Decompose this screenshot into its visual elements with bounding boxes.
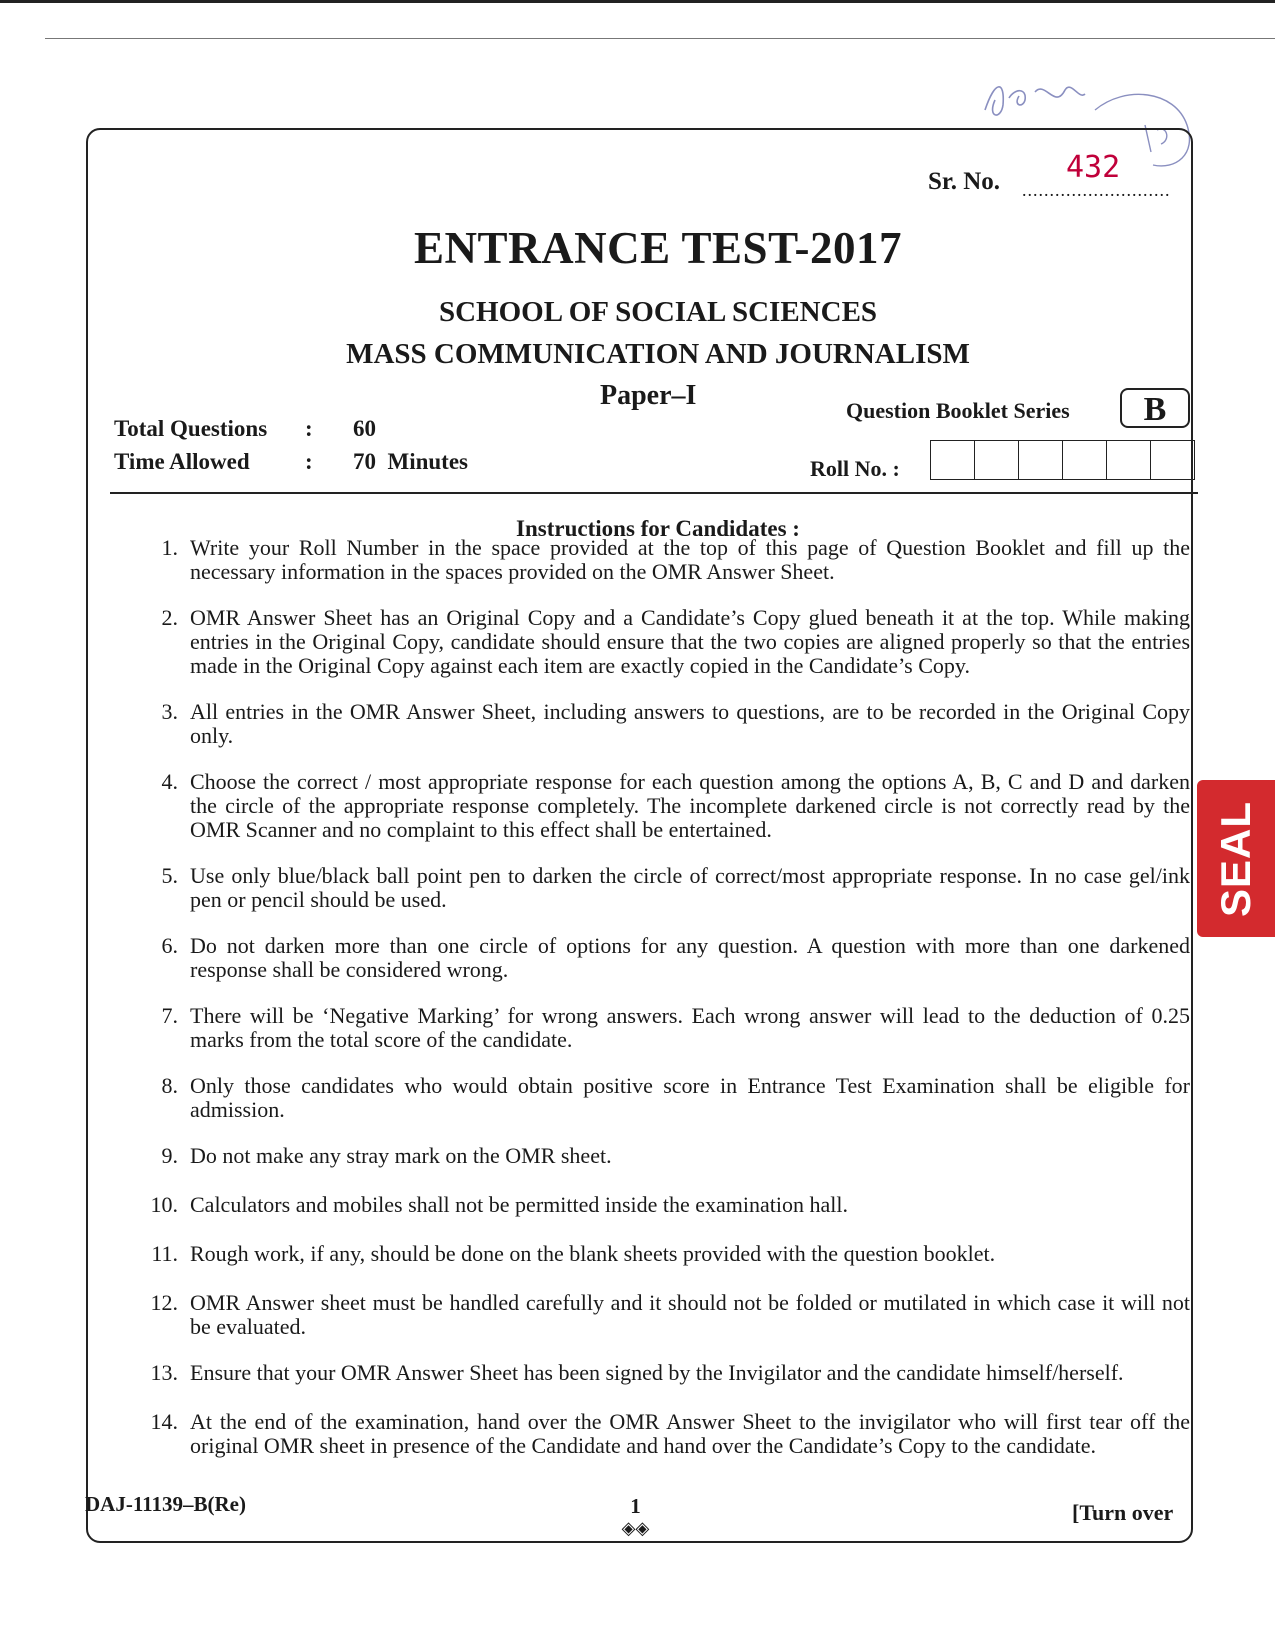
- instruction-item: [130, 536, 1190, 584]
- instruction-text: All entries in the OMR Answer Sheet, including answers to questions, are to be recorded in the Original Copy only.: [190, 699, 1190, 748]
- instruction-number: 12.: [150, 1290, 178, 1315]
- instruction-item: [130, 1361, 1190, 1385]
- instruction-number: 8.: [161, 1073, 178, 1098]
- time-allowed-value: 70 Minutes: [353, 449, 468, 474]
- instruction-text: Choose the correct / most appropriate response for each question among the options A, B, C and D and darken the circle of the appropriate response completely. The incomplete darkened circle is not correctly read by the OMR Scanner and no complaint to this effect shall be entertained.: [190, 769, 1190, 842]
- instruction-item: [130, 1144, 1190, 1168]
- seal-label: SEAL: [1212, 800, 1260, 917]
- instruction-text: Do not make any stray mark on the OMR sheet.: [190, 1143, 612, 1168]
- instruction-number: 2.: [161, 605, 178, 630]
- header-divider: [110, 492, 1198, 494]
- series-badge: B: [1120, 388, 1190, 428]
- instruction-text: At the end of the examination, hand over the OMR Answer Sheet to the invigilator who will first tear off the original OMR sheet in presence of the Candidate and hand over the Candidate’s Copy to the candidate.: [190, 1409, 1190, 1458]
- sr-no-dots: ...........................: [1022, 180, 1171, 200]
- sr-no-label: Sr. No.: [928, 168, 1001, 195]
- sr-no-value: 432: [1066, 150, 1121, 185]
- instruction-number: 4.: [161, 769, 178, 794]
- instruction-text: OMR Answer Sheet has an Original Copy and a Candidate’s Copy glued beneath it at the top. While making entries in the Original Copy, candidate should ensure that the two copies are aligned properly so that the entries made in the Original Copy against each item are exactly copied in the Candidate’s Copy.: [190, 605, 1190, 678]
- seal-tab: [1197, 780, 1275, 937]
- roll-no-box[interactable]: [1107, 441, 1151, 479]
- total-questions-colon: :: [305, 416, 313, 441]
- instruction-item: [130, 1074, 1190, 1122]
- total-questions-label: Total Questions: [114, 416, 268, 441]
- instruction-item: [130, 1291, 1190, 1339]
- booklet-code: DAJ-11139–B(Re): [85, 1492, 246, 1516]
- instruction-number: 14.: [150, 1409, 178, 1434]
- instruction-item: [130, 606, 1190, 678]
- scan-edge-line: [0, 0, 1275, 3]
- instruction-item: [130, 1242, 1190, 1266]
- instruction-number: 11.: [151, 1241, 178, 1266]
- scan-rule-line: [45, 38, 1275, 39]
- instruction-text: Rough work, if any, should be done on the blank sheets provided with the question booklet.: [190, 1241, 996, 1266]
- turn-over-label: [Turn over: [1072, 1500, 1174, 1525]
- school-name: SCHOOL OF SOCIAL SCIENCES: [438, 296, 878, 328]
- instruction-item: [130, 770, 1190, 842]
- roll-no-box[interactable]: [975, 441, 1019, 479]
- instruction-text: Calculators and mobiles shall not be permitted inside the examination hall.: [190, 1192, 849, 1217]
- instruction-text: Use only blue/black ball point pen to darken the circle of correct/most appropriate response. In no case gel/ink pen or pencil should be used.: [190, 863, 1190, 912]
- instruction-number: 9.: [161, 1143, 178, 1168]
- instruction-number: 13.: [150, 1360, 178, 1385]
- page-number: 1: [630, 1494, 641, 1518]
- instruction-item: [130, 700, 1190, 748]
- instruction-item: [130, 864, 1190, 912]
- instructions-heading: Instructions for Candidates :: [516, 516, 800, 541]
- instruction-text: Ensure that your OMR Answer Sheet has been signed by the Invigilator and the candidate himself/herself.: [190, 1360, 1124, 1385]
- instruction-number: 3.: [161, 699, 178, 724]
- instruction-text: Write your Roll Number in the space provided at the top of this page of Question Booklet and fill up the necessary information in the spaces provided on the OMR Answer Sheet.: [190, 535, 1190, 584]
- roll-no-box[interactable]: [931, 441, 975, 479]
- instruction-text: Only those candidates who would obtain positive score in Entrance Test Examination shall be eligible for admission.: [190, 1073, 1190, 1122]
- roll-no-label: Roll No. :: [810, 456, 900, 481]
- instruction-number: 10.: [150, 1192, 178, 1217]
- instruction-number: 7.: [161, 1003, 178, 1028]
- series-label: Question Booklet Series: [846, 398, 1070, 423]
- instruction-item: [130, 1004, 1190, 1052]
- subject-name: MASS COMMUNICATION AND JOURNALISM: [346, 338, 970, 370]
- paper-label: Paper–I: [600, 380, 697, 411]
- instruction-item: [130, 1410, 1190, 1458]
- time-allowed-colon: :: [305, 449, 313, 474]
- roll-no-box[interactable]: [1019, 441, 1063, 479]
- footer-ornament: ◈◈: [621, 1518, 650, 1538]
- time-allowed-label: Time Allowed: [114, 449, 250, 474]
- instruction-item: [130, 934, 1190, 982]
- instruction-item: [130, 1193, 1190, 1217]
- instruction-text: OMR Answer sheet must be handled carefully and it should not be folded or mutilated in which case it will not be evaluated.: [190, 1290, 1190, 1339]
- roll-no-box[interactable]: [1063, 441, 1107, 479]
- instructions-list: [130, 536, 1190, 1480]
- instruction-number: 1.: [161, 535, 178, 560]
- instruction-text: There will be ‘Negative Marking’ for wrong answers. Each wrong answer will lead to the deduction of 0.25 marks from the total score of the candidate.: [190, 1003, 1190, 1052]
- total-questions-value: 60: [353, 416, 376, 441]
- page-title: ENTRANCE TEST-2017: [414, 223, 902, 273]
- instruction-number: 5.: [161, 863, 178, 888]
- instruction-text: Do not darken more than one circle of options for any question. A question with more than one darkened response shall be considered wrong.: [190, 933, 1190, 982]
- roll-no-box[interactable]: [1151, 441, 1194, 479]
- roll-no-boxes[interactable]: [930, 440, 1195, 480]
- instruction-number: 6.: [161, 933, 178, 958]
